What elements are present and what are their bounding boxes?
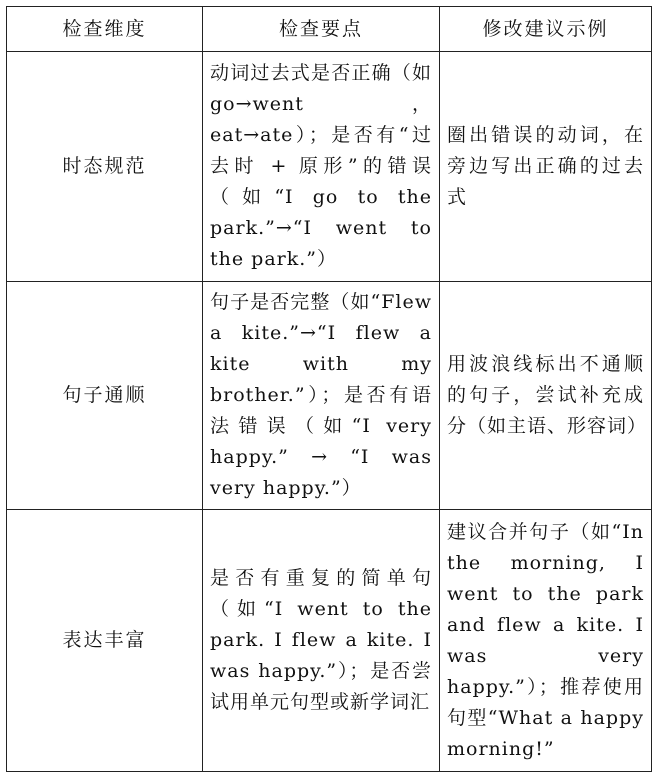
table-header-row <box>7 7 652 52</box>
check-table-container <box>6 6 651 765</box>
table-row <box>7 510 652 772</box>
suggestion-cell: 用波浪线标出不通顺的句子，尝试补充成分（如主语、形容词） <box>440 282 652 510</box>
dimension-cell: 句子通顺 <box>7 282 203 510</box>
header-check-point: 检查要点 <box>203 7 440 52</box>
dimension-cell: 表达丰富 <box>7 510 203 772</box>
writing-check-table <box>6 6 652 772</box>
suggestion-cell: 圈出错误的动词，在旁边写出正确的过去式 <box>440 52 652 282</box>
table-row <box>7 282 652 510</box>
table-row <box>7 52 652 282</box>
header-dimension: 检查维度 <box>7 7 203 52</box>
check-point-cell: 是否有重复的简单句（如“I went to the park. I flew a kite. I was happy.”）；是否尝试用单元句型或新学词汇 <box>203 510 440 772</box>
check-point-cell: 动词过去式是否正确（如 go→went，eat→ate）；是否有“过去时 + 原形”的错误（如“I go to the park.”→“I went to the park.”） <box>203 52 440 282</box>
check-point-cell: 句子是否完整（如“Flew a kite.”→“I flew a kite with my brother.”）；是否有语法错误（如“I very happy.” → “I was very happy.”） <box>203 282 440 510</box>
header-suggestion: 修改建议示例 <box>440 7 652 52</box>
dimension-cell: 时态规范 <box>7 52 203 282</box>
suggestion-cell: 建议合并句子（如“In the morning, I went to the park and flew a kite. I was very happy.”）；推荐使用句型“What a happy morning!” <box>440 510 652 772</box>
